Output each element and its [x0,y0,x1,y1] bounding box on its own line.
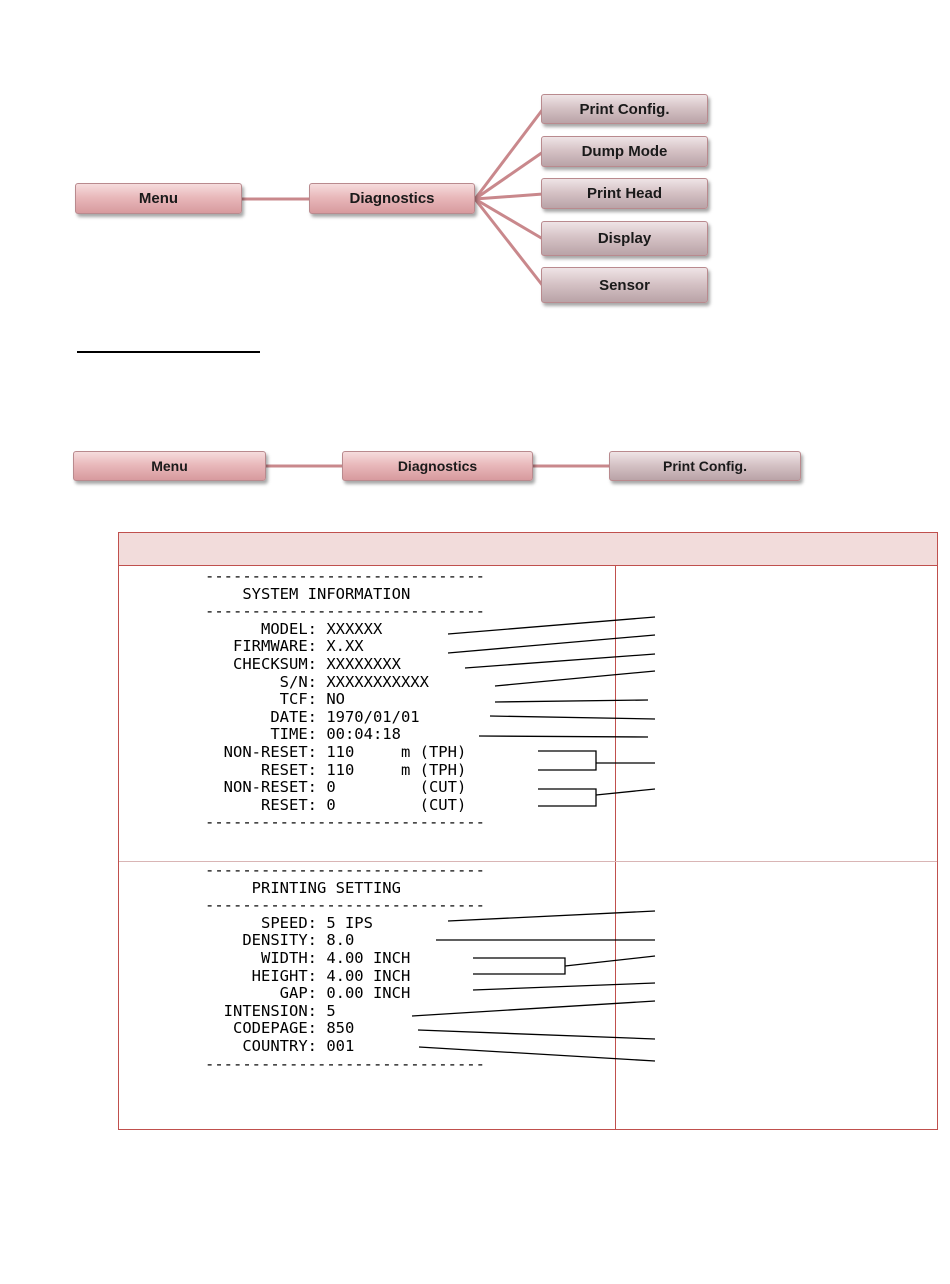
height-line: HEIGHT: 4.00 INCH [205,966,411,985]
printout-line: ------------------------------ [205,1054,485,1073]
printout-line: ------------------------------ [205,896,485,915]
codepage-line: CODEPAGE: 850 [205,1019,355,1038]
serial-number-line: S/N: XXXXXXXXXXX [205,672,429,691]
reset-tph-line: RESET: 110 m (TPH) [205,760,467,779]
menu-button[interactable]: Menu [75,183,242,214]
non-reset-tph-line: NON-RESET: 110 m (TPH) [205,742,467,761]
tcf-line: TCF: NO [205,690,345,709]
printout-line: ------------------------------ [205,813,485,832]
intension-line: INTENSION: 5 [205,1001,336,1020]
sensor-button[interactable]: Sensor [541,267,708,303]
path-diagnostics-button[interactable]: Diagnostics [342,451,533,481]
reset-cut-line: RESET: 0 (CUT) [205,795,467,814]
country-line: COUNTRY: 001 [205,1036,355,1055]
printout-line: ------------------------------ [205,567,485,585]
density-line: DENSITY: 8.0 [205,931,355,950]
firmware-line: FIRMWARE: X.XX [205,637,364,656]
non-reset-cut-line: NON-RESET: 0 (CUT) [205,778,467,797]
gap-line: GAP: 0.00 INCH [205,984,411,1003]
printout-line: ------------------------------ [205,861,485,879]
print-config-button[interactable]: Print Config. [541,94,708,124]
dump-mode-button[interactable]: Dump Mode [541,136,708,167]
path-menu-button[interactable]: Menu [73,451,266,481]
print-head-button[interactable]: Print Head [541,178,708,209]
printout-title: PRINTING SETTING [205,878,401,897]
path-print-config-button[interactable]: Print Config. [609,451,801,481]
time-line: TIME: 00:04:18 [205,725,401,744]
display-button[interactable]: Display [541,221,708,256]
model-line: MODEL: XXXXXX [205,619,383,638]
diagnostics-button[interactable]: Diagnostics [309,183,475,214]
width-line: WIDTH: 4.00 INCH [205,948,411,967]
date-line: DATE: 1970/01/01 [205,707,420,726]
printout-line: ------------------------------ [205,602,485,621]
printout-title: SYSTEM INFORMATION [205,584,411,603]
checksum-line: CHECKSUM: XXXXXXXX [205,654,401,673]
speed-line: SPEED: 5 IPS [205,913,373,932]
